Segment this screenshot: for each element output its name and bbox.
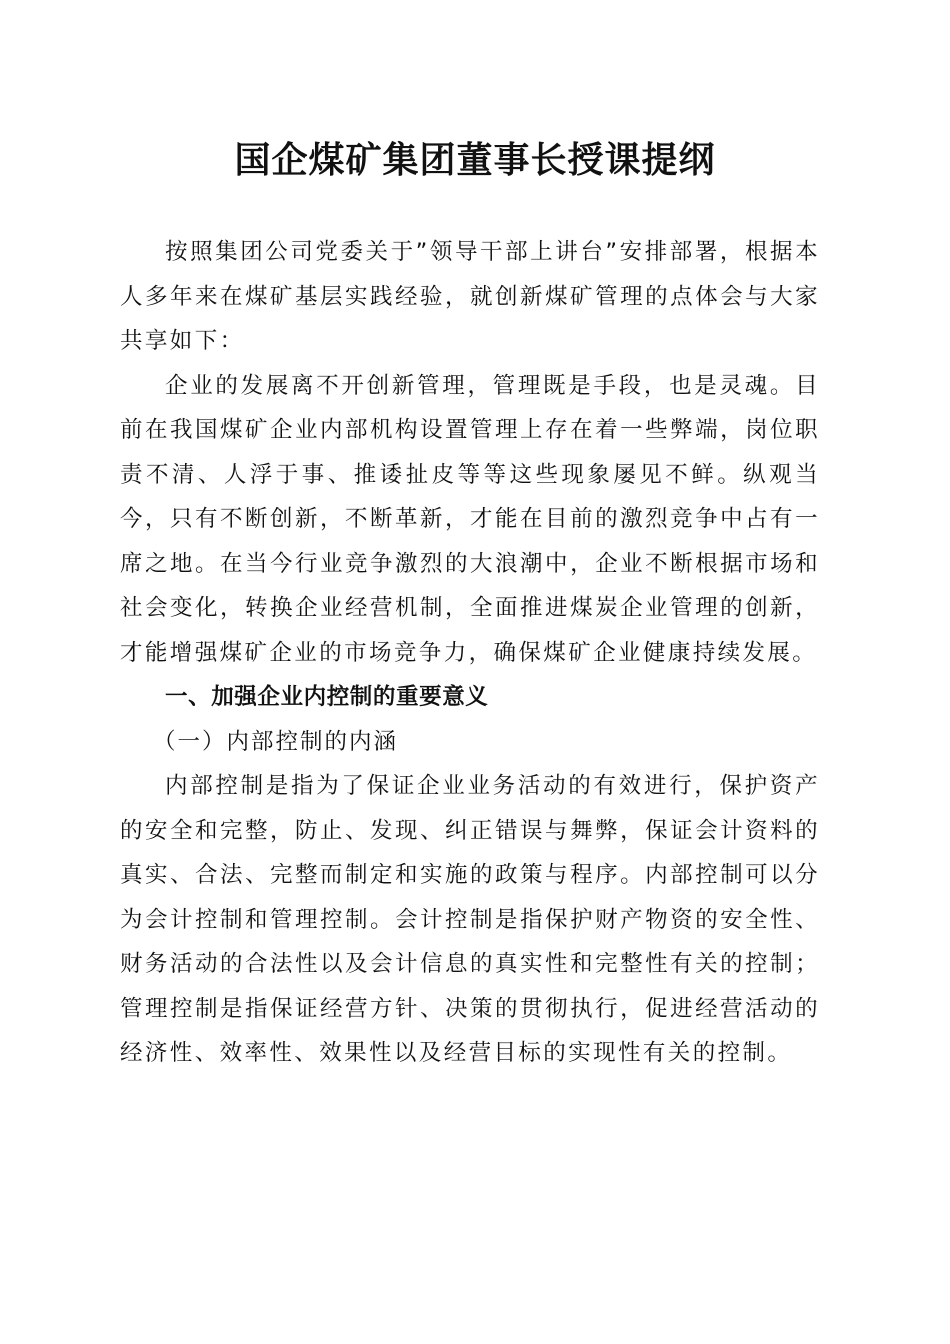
document-title: 国企煤矿集团董事长授课提纲 xyxy=(234,139,716,181)
intro-paragraph: 按照集团公司党委关于”领导干部上讲台”安排部署，根据本人多年来在煤矿基层实践经验，就创新煤矿管理的点体会与大家共享如下： xyxy=(120,239,820,354)
background-paragraph: 企业的发展离不开创新管理，管理既是手段，也是灵魂。目前在我国煤矿企业内部机构设置管理上存在着一些弊端，岗位职责不清、人浮于事、推诿扯皮等等这些现象屡见不鲜。纵观当今，只有不断创新，不断革新，才能在目前的激烈竞争中占有一席之地。在当今行业竞争激烈的大浪潮中，企业不断根据市场和社会变化，转换企业经营机制，全面推进煤炭企业管理的创新，才能增强煤矿企业的市场竞争力，确保煤矿企业健康持续发展。 xyxy=(120,372,820,666)
section-heading: 一、加强企业内控制的重要意义 xyxy=(165,684,489,710)
subsection-heading: （一）内部控制的内涵 xyxy=(153,728,399,755)
document-body xyxy=(120,230,820,1076)
internal-control-paragraph: 内部控制是指为了保证企业业务活动的有效进行，保护资产的安全和完整，防止、发现、纠正错误与舞弊，保证会计资料的真实、合法、完整而制定和实施的政策与程序。内部控制可以分为会计控制和管理控制。会计控制是指保护财产物资的安全性、财务活动的合法性以及会计信息的真实性和完整性有关的控制；管理控制是指保证经营方针、决策的贯彻执行，促进经营活动的经济性、效率性、效果性以及经营目标的实现性有关的控制。 xyxy=(120,773,820,1066)
